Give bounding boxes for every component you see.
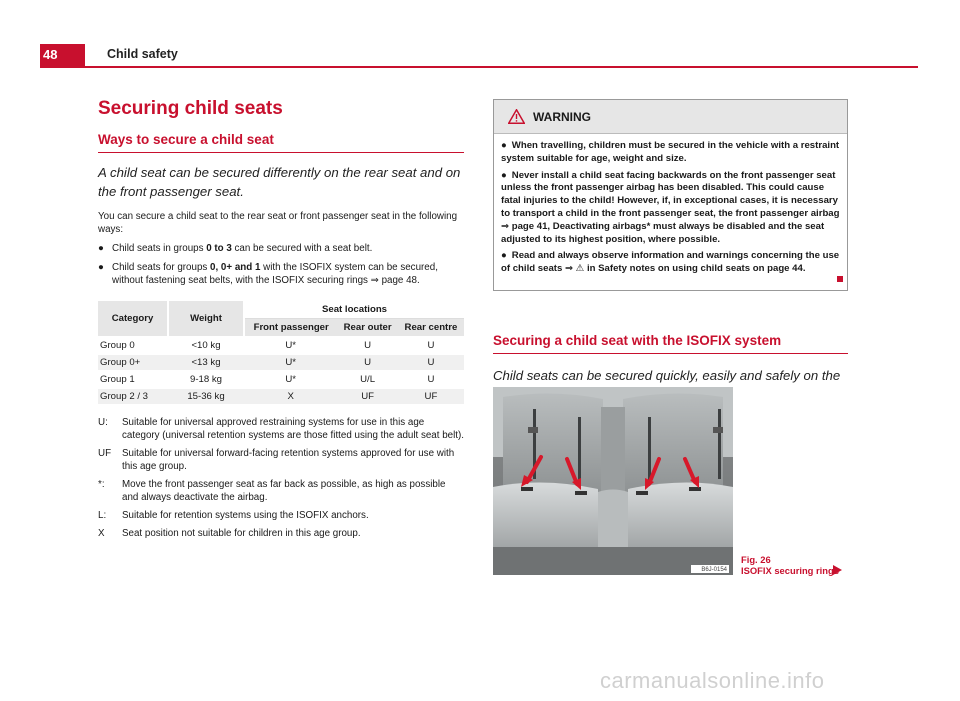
- isofix-photo: [493, 387, 733, 575]
- table-row: Group 2 / 3 15-36 kg X UF UF: [98, 388, 464, 405]
- page-number: 48: [40, 44, 85, 66]
- warning-body: [494, 134, 847, 290]
- warning-item: ● When travelling, children must be secured in the vehicle with a restraint system suitable for age, weight and size.: [501, 140, 840, 164]
- bullet-dot-icon: ●: [98, 243, 104, 254]
- col-rear-centre: Rear centre: [398, 319, 464, 338]
- warning-triangle-icon: [508, 109, 525, 124]
- watermark: carmanualsonline.info: [600, 668, 825, 693]
- end-marker-icon: [837, 276, 843, 282]
- section-heading: Securing child seats: [98, 98, 283, 119]
- figure-number: Fig. 26: [741, 554, 771, 565]
- col-category: Category: [98, 301, 168, 337]
- bullet-dot-icon: ●: [501, 140, 507, 151]
- legend-notes: [98, 416, 464, 540]
- warning-item: ● Read and always observe information and warnings concerning the use of child seats ⇒ ⚠ in Safety notes on using child seats on page 44.: [501, 250, 840, 275]
- table-row: Group 0 <10 kg U* U U: [98, 337, 464, 354]
- col-front-passenger: Front passenger: [244, 319, 337, 338]
- warning-title: WARNING: [533, 109, 591, 124]
- right-column: [493, 99, 848, 404]
- bullet-item: ● Child seats in groups 0 to 3 can be secured with a seat belt.: [98, 243, 373, 254]
- bullet-item: ● Child seats for groups 0, 0+ and 1 with the ISOFIX system can be secured, without fastening seat belts, with the ISOFIX securing rings ⇒ page 48.: [98, 262, 438, 286]
- warning-item: ● Never install a child seat facing backwards on the front passenger seat unless the front passenger airbag has been disabled. This could cause fatal injuries to the child! However, if, in exceptional cases, it is necessary to transport a child in the front passenger seat, the front passenger airbag ⇒ page 41, Deactivating airbags* must always be disabled and the seat adjusted to its highest position, where possible.: [501, 169, 840, 245]
- bullet-dot-icon: ●: [501, 169, 507, 181]
- isofix-lead: Child seats can be secured quickly, easily and safely on the: [493, 367, 841, 383]
- lead-paragraph: A child seat can be secured differently on the rear seat and on the front passenger seat.: [98, 165, 461, 199]
- legend-item: L: Suitable for retention systems using the ISOFIX anchors.: [98, 510, 369, 521]
- page-header: [40, 44, 918, 68]
- warning-box: [493, 99, 848, 291]
- bullet-dot-icon: ●: [98, 262, 104, 273]
- legend-item: U: Suitable for universal approved restraining systems for use in this age category (universal retention systems are those fitted using the adult seat belt).: [98, 417, 464, 441]
- col-weight: Weight: [168, 301, 244, 337]
- figure-code: B6J-0154: [701, 567, 727, 573]
- isofix-heading: Securing a child seat with the ISOFIX system: [493, 333, 848, 354]
- col-rear-outer: Rear outer: [337, 319, 398, 338]
- col-seat-locations: Seat locations: [244, 301, 464, 319]
- table-row: Group 1 9-18 kg U* U/L U: [98, 371, 464, 388]
- legend-item: X Seat position not suitable for children in this age group.: [98, 528, 361, 539]
- chapter-title: Child safety: [107, 47, 178, 61]
- rear-seat-illustration: [493, 387, 733, 575]
- left-column: [98, 98, 464, 545]
- bullet-dot-icon: ●: [501, 250, 507, 262]
- continue-arrow-icon: [833, 565, 842, 575]
- table-row: Group 0+ <13 kg U* U U: [98, 354, 464, 371]
- figure-caption: ISOFIX securing rings: [741, 565, 839, 576]
- legend-item: UF Suitable for universal forward-facing retention systems approved for use with this age group.: [98, 448, 455, 472]
- legend-item: *: Move the front passenger seat as far back as possible, as high as possible and always deactivate the airbag.: [98, 479, 446, 503]
- intro-paragraph: You can secure a child seat to the rear seat or front passenger seat in the following ways:: [98, 211, 458, 235]
- subsection-heading: Ways to secure a child seat: [98, 132, 464, 153]
- seat-locations-table: [98, 301, 464, 406]
- warning-header: [494, 100, 847, 134]
